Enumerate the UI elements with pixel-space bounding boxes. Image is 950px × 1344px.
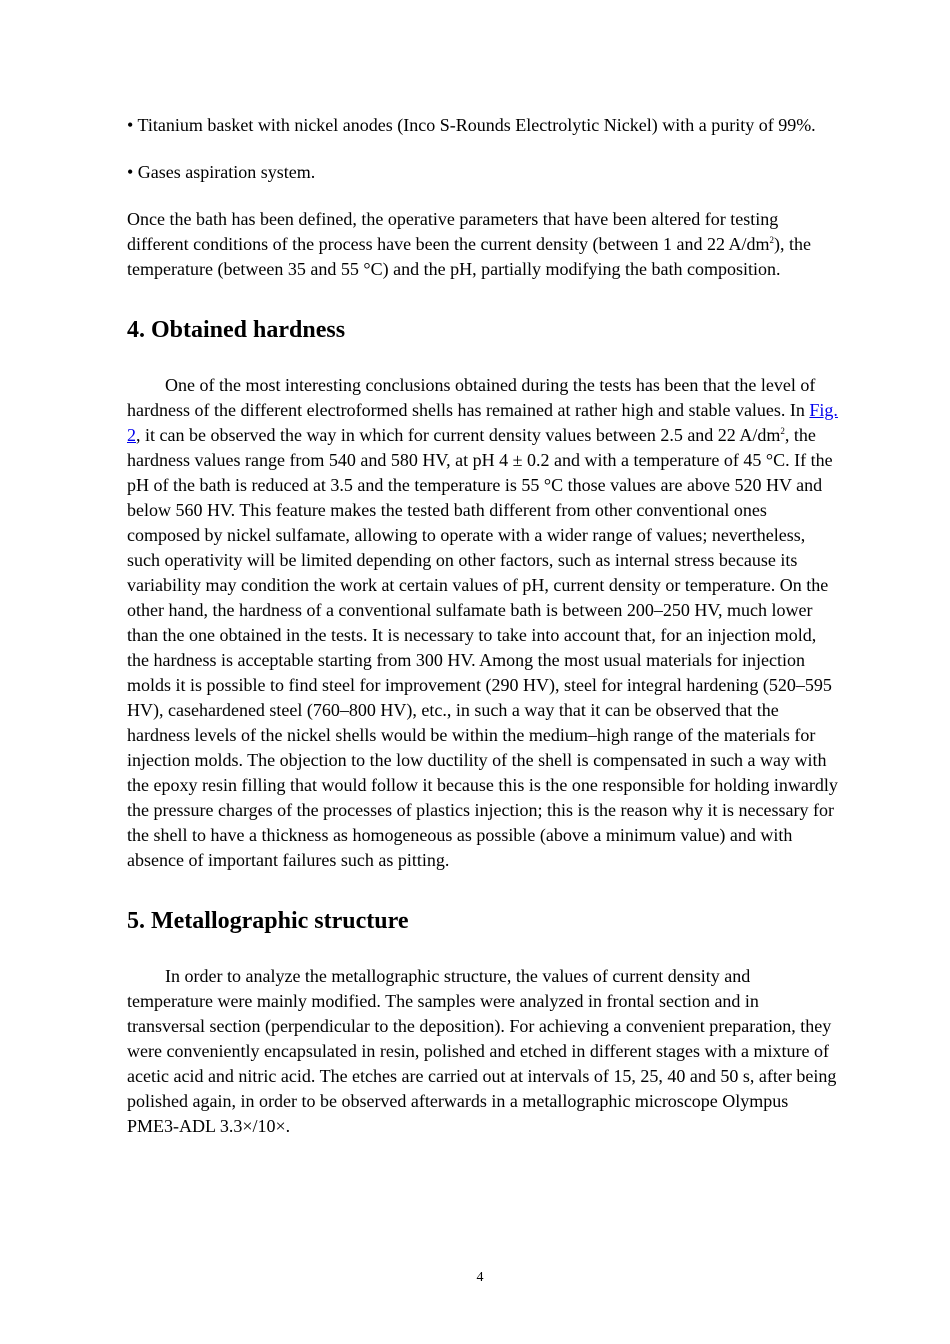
section-4-paragraph xyxy=(127,373,839,873)
section-4-heading: 4. Obtained hardness xyxy=(127,317,346,343)
section-4-text-b: , it can be observed the way in which for current density values between 2.5 and 22 A/dm xyxy=(136,425,781,445)
section-4-text-c: , the hardness values range from 540 and 580 HV, at pH 4 ± 0.2 and with a temperature of 45 °C. If the pH of the bath is reduced at 3.5 and the temperature is 55 °C those values are above 520 HV and below 560 HV. This feature makes the tested bath different from other conventional ones composed by nickel sulfamate, allowing to operate with a wider range of values; nevertheless, such operativity will be limited depending on other factors, such as internal stress because its variability may condition the work at certain values of pH, current density or temperature. On the other hand, the hardness of a conventional sulfamate bath is between 200–250 HV, much lower than the one obtained in the tests. It is necessary to take into account that, for an injection mold, the hardness is acceptable starting from 300 HV. Among the most usual materials for injection molds it is possible to find steel for improvement (290 HV), steel for integral hardening (520–595 HV), casehardened steel (760–800 HV), etc., in such a way that it can be observed that the hardness levels of the nickel shells would be within the medium–high range of the materials for injection molds. The objection to the low ductility of the shell is compensated in such a way with the epoxy resin filling that would follow it because this is the one responsible for holding inwardly the pressure charges of the processes of plastics injection; this is the reason why it is necessary for the shell to have a thickness as homogeneous as possible (above a minimum value) and with absence of important failures such as pitting. xyxy=(127,425,838,870)
fig-2-link[interactable]: Fig. 2 xyxy=(127,400,838,445)
section-4-text-a: One of the most interesting conclusions obtained during the tests has been that the level of hardness of the different electroformed shells has remained at rather high and stable values. In xyxy=(127,375,816,420)
bullet-gases-aspiration: • Gases aspiration system. xyxy=(127,162,316,182)
intro-paragraph xyxy=(127,207,839,282)
intro-text-2: ), the temperature (between 35 and 55 °C) and the pH, partially modifying the bath composition. xyxy=(127,234,811,279)
intro-superscript: 2 xyxy=(769,235,774,245)
section-4-superscript: 2 xyxy=(780,426,785,436)
document-page xyxy=(127,113,839,1139)
bullet-titanium-basket: • Titanium basket with nickel anodes (Inco S-Rounds Electrolytic Nickel) with a purity of 99%. xyxy=(127,115,816,135)
section-5-heading: 5. Metallographic structure xyxy=(127,908,409,934)
intro-text-1: Once the bath has been defined, the operative parameters that have been altered for testing different conditions of the process have been the current density (between 1 and 22 A/dm xyxy=(127,209,779,254)
section-5-paragraph: In order to analyze the metallographic structure, the values of current density and temperature were mainly modified. The samples were analyzed in frontal section and in transversal section (perpendicular to the deposition). For achieving a convenient preparation, they were conveniently encapsulated in resin, polished and etched in different stages with a mixture of acetic acid and nitric acid. The etches are carried out at intervals of 15, 25, 40 and 50 s, after being polished again, in order to be observed afterwards in a metallographic microscope Olympus PME3-ADL 3.3×/10×. xyxy=(127,966,837,1136)
page-number: 4 xyxy=(476,1270,484,1285)
